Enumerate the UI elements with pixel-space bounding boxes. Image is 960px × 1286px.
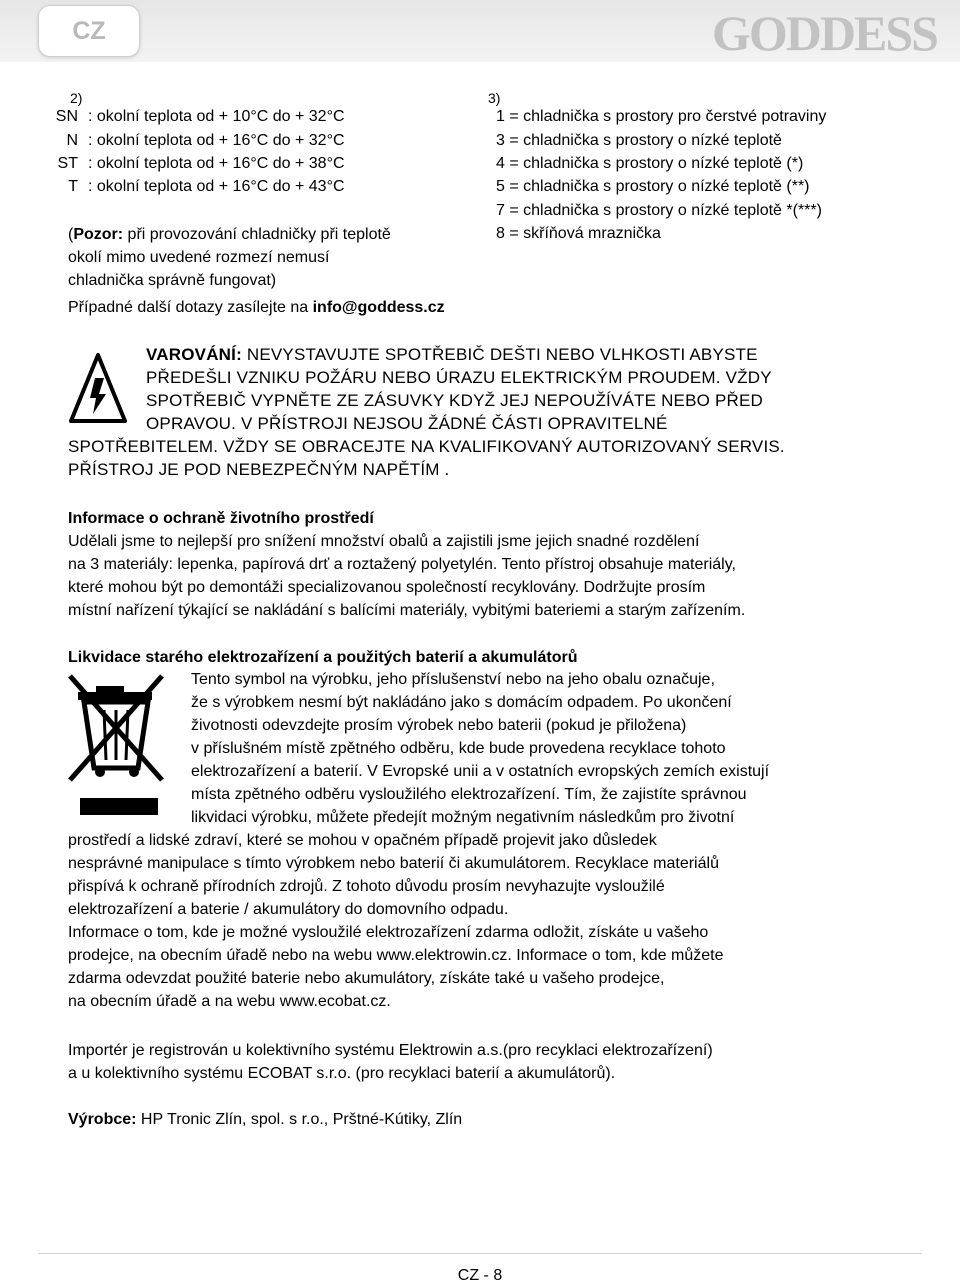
environment-line: místní nařízení týkající se nakládání s balícími materiály, vybitými bateriemi a starým zařízením. [68, 602, 746, 619]
warning-label: VAROVÁNÍ: [146, 345, 242, 364]
disposal-line: elektrozařízení a baterie / akumulátory do domovního odpadu. [68, 901, 509, 918]
disposal-line: životnosti odevzdejte prosím výrobek nebo baterii (pokud je přiložena) [191, 717, 687, 734]
disposal-line: elektrozařízení a baterií. V Evropské unii a v ostatních evropských zemích existují [191, 763, 770, 780]
freezer-type-item: 7 = chladnička s prostory o nízké teplotě *(***) [496, 202, 822, 219]
freezer-type-item: 8 = skříňová mraznička [496, 225, 661, 242]
disposal-line: v příslušném místě zpětného odběru, kde bude provedena recyklace tohoto [191, 740, 726, 757]
warning-line: VAROVÁNÍ: NEVYSTAVUJTE SPOTŘEBIČ DEŠTI NEBO VLHKOSTI ABYSTE [146, 345, 758, 364]
brand-logo [712, 4, 937, 60]
disposal-line: likvidaci výrobku, můžete předejít možným negativním následkům pro životní [191, 809, 735, 826]
crossed-out-bin-icon [66, 672, 166, 817]
disposal-line: zdarma odevzdat použité baterie nebo akumulátory, získáte také u vašeho prodejce, [68, 970, 665, 987]
disposal-line: Informace o tom, kde je možné vysloužilé elektrozařízení zdarma odložit, získáte u vašeho [68, 924, 709, 941]
footer-divider [38, 1253, 922, 1254]
disposal-line: že s výrobkem nesmí být nakládáno jako s domácím odpadem. Po ukončení [191, 694, 732, 711]
warning-line: PŘÍSTROJ JE POD NEBEZPEČNÝM NAPĚTÍM . [68, 460, 450, 479]
disposal-line: nesprávné manipulace s tímto výrobkem nebo baterií či akumulátorem. Recyklace materiálů [68, 855, 719, 872]
note-label: Pozor: [73, 226, 124, 243]
high-voltage-warning-icon [68, 352, 128, 424]
climate-row: SN : okolní teplota od + 10°C do + 32°C [55, 108, 345, 125]
disposal-line: prostředí a lidské zdraví, které se mohou v opačném případě projevit jako důsledek [68, 832, 657, 849]
contact-email: info@goddess.cz [312, 299, 445, 316]
climate-row: ST : okolní teplota od + 16°C do + 38°C [57, 155, 345, 172]
warning-line: SPOTŘEBIČ VYPNĚTE ZE ZÁSUVKY KDYŽ JEJ NEPOUŽÍVÁTE NEBO PŘED [146, 391, 764, 410]
brand-logo-text: GODDESS [712, 5, 937, 60]
freezer-type-item: 1 = chladnička s prostory pro čerstvé potraviny [496, 108, 827, 125]
disposal-line: místa zpětného odběru vysloužilého elektrozařízení. Tím, že zajistíte správnou [191, 786, 747, 803]
disposal-line: přispívá k ochraně přírodních zdrojů. Z tohoto důvodu prosím nevyhazujte vysloužilé [68, 878, 665, 895]
section-2-number: 2) [70, 90, 83, 106]
manufacturer-line: Výrobce: HP Tronic Zlín, spol. s r.o., Prštné-Kútiky, Zlín [68, 1111, 463, 1128]
environment-title: Informace o ochraně životního prostředí [68, 510, 374, 527]
warning-line: OPRAVOU. V PŘÍSTROJI NEJSOU ŽÁDNÉ ČÁSTI OPRAVITELNÉ [146, 414, 668, 433]
climate-note-line: chladnička správně fungovat) [68, 272, 277, 289]
climate-note-line: okolí mimo uvedené rozmezí nemusí [68, 249, 330, 266]
climate-note: (Pozor: při provozování chladničky při teplotě [68, 226, 391, 243]
environment-line: na 3 materiály: lepenka, papírová drť a roztažený polyetylén. Tento přístroj obsahuje materiály, [68, 556, 736, 573]
climate-row: N : okolní teplota od + 16°C do + 32°C [66, 132, 345, 149]
section-3-number: 3) [488, 90, 501, 106]
disposal-line: Tento symbol na výrobku, jeho příslušenství nebo na jeho obalu označuje, [191, 671, 715, 688]
language-badge [38, 5, 140, 57]
manufacturer-label: Výrobce: [68, 1111, 137, 1128]
importer-line: Importér je registrován u kolektivního systému Elektrowin a.s.(pro recyklaci elektrozařízení) [68, 1042, 713, 1059]
page-number: CZ - 8 [457, 1267, 503, 1284]
environment-line: které mohou být po demontáži specializovanou společností recyklovány. Dodržujte prosím [68, 579, 706, 596]
environment-line: Udělali jsme to nejlepší pro snížení množství obalů a zajistili jsme jejich snadné rozdělení [68, 533, 700, 550]
freezer-type-item: 3 = chladnička s prostory o nízké teplotě [496, 132, 782, 149]
disposal-line: prodejce, na obecním úřadě nebo na webu www.elektrowin.cz. Informace o tom, kde můžete [68, 947, 724, 964]
climate-row: T : okolní teplota od + 16°C do + 43°C [68, 178, 345, 195]
disposal-title: Likvidace starého elektrozařízení a použitých baterií a akumulátorů [68, 649, 578, 666]
warning-line: PŘEDEŠLI VZNIKU POŽÁRU NEBO ÚRAZU ELEKTRICKÝM PROUDEM. VŽDY [146, 368, 772, 387]
freezer-type-item: 5 = chladnička s prostory o nízké teplotě (**) [496, 178, 810, 195]
disposal-line: na obecním úřadě a na webu www.ecobat.cz. [68, 993, 391, 1010]
contact-line: Případné další dotazy zasílejte na info@goddess.cz [68, 299, 445, 316]
freezer-type-item: 4 = chladnička s prostory o nízké teplotě (*) [496, 155, 804, 172]
warning-line: SPOTŘEBITELEM. VŽDY SE OBRACEJTE NA KVALIFIKOVANÝ AUTORIZOVANÝ SERVIS. [68, 437, 785, 456]
importer-line: a u kolektivního systému ECOBAT s.r.o. (pro recyklaci baterií a akumulátorů). [68, 1065, 616, 1082]
language-code: CZ [72, 17, 106, 45]
